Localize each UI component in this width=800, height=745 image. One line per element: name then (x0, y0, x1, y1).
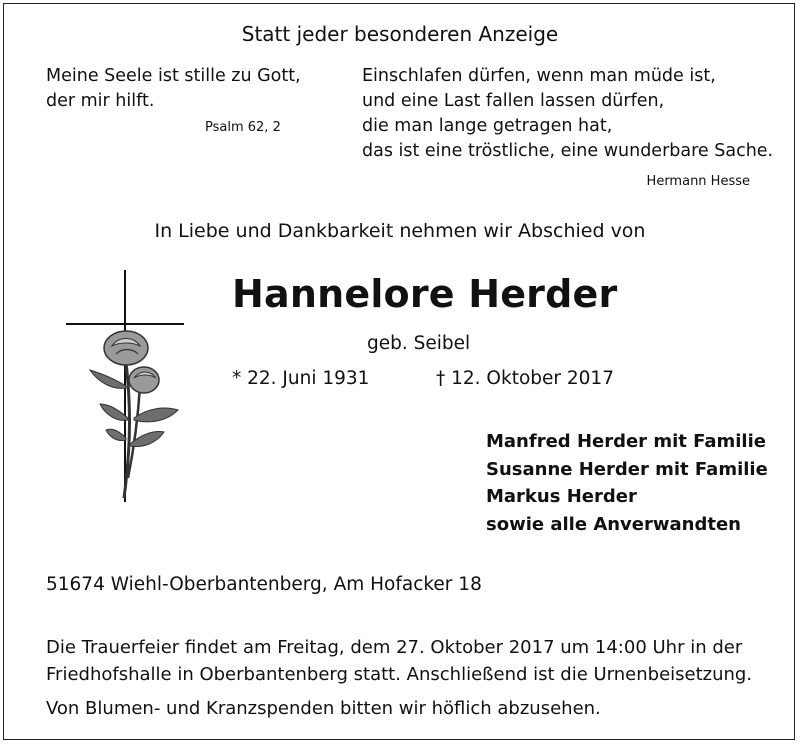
quote-right-line: und eine Last fallen lassen dürfen, (362, 91, 665, 111)
family-member: Susanne Herder mit Familie (486, 458, 768, 480)
quote-left-line: der mir hilft. (46, 91, 155, 111)
family-member: sowie alle Anverwandten (486, 513, 741, 535)
birth-date: * 22. Juni 1931 (232, 368, 370, 389)
quote-right (362, 64, 773, 164)
death-date: † 12. Oktober 2017 (436, 368, 614, 389)
quote-left (46, 64, 301, 114)
funeral-line: Friedhofshalle in Oberbantenberg statt. Anschließend ist die Urnenbeisetzung. (46, 664, 753, 685)
maiden-name: geb. Seibel (367, 333, 471, 354)
funeral-info (46, 634, 752, 688)
funeral-line: Die Trauerfeier findet am Freitag, dem 27. Oktober 2017 um 14:00 Uhr in der (46, 637, 743, 658)
address: 51674 Wiehl-Oberbantenberg, Am Hofacker 18 (46, 574, 482, 595)
intro-line: In Liebe und Dankbarkeit nehmen wir Abschied von (154, 220, 646, 242)
family-list (486, 428, 768, 538)
family-member: Markus Herder (486, 486, 637, 507)
quote-right-source: Hermann Hesse (646, 174, 750, 189)
quote-left-line: Meine Seele ist stille zu Gott, (46, 66, 301, 86)
cross-with-rose-icon (60, 268, 190, 504)
notice-header: Statt jeder besonderen Anzeige (241, 22, 559, 46)
quote-right-line: das ist eine tröstliche, eine wunderbare Sache. (362, 141, 774, 161)
quote-right-line: die man lange getragen hat, (362, 116, 613, 136)
quote-right-line: Einschlafen dürfen, wenn man müde ist, (362, 66, 716, 86)
flowers-note: Von Blumen- und Kranzspenden bitten wir höflich abzusehen. (46, 698, 601, 719)
family-member: Manfred Herder mit Familie (486, 431, 766, 452)
quote-left-source: Psalm 62, 2 (205, 120, 281, 135)
deceased-name: Hannelore Herder (232, 272, 618, 316)
